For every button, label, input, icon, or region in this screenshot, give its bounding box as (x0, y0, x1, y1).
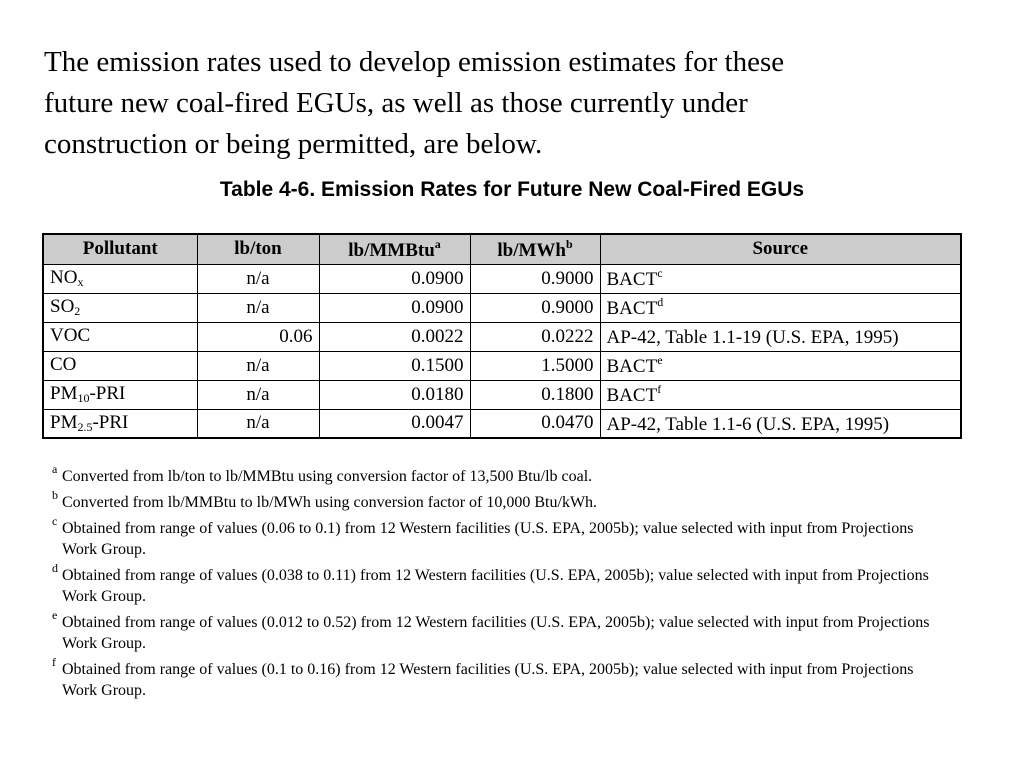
intro-paragraph (44, 42, 964, 165)
cell-pollutant: CO (43, 351, 197, 380)
table-row (43, 264, 961, 293)
footnote-marker: b (565, 236, 573, 251)
cell-pollutant: $PM_{10}$-PRI (43, 380, 197, 409)
footnote-marker: f (52, 655, 56, 669)
emission-rates-table (42, 233, 962, 439)
cell-source: BACT$^d$ (600, 293, 961, 322)
cell-lb-ton: n/a (197, 380, 319, 409)
cell-lb-mwh: 0.0470 (470, 409, 600, 438)
intro-line-1: The emission rates used to develop emission estimates for these (44, 46, 785, 78)
cell-pollutant: VOC (43, 322, 197, 351)
cell-pollutant: $NO_x$ (43, 264, 197, 293)
footnote-e (52, 608, 952, 654)
cell-lb-mmbtu: 0.0047 (319, 409, 470, 438)
cell-lb-ton: 0.06 (197, 322, 319, 351)
table-row (43, 322, 961, 351)
footnote-text: Converted from lb/MMBtu to lb/MWh using conversion factor of 10,000 Btu/kWh. (62, 494, 598, 511)
footnote-d (52, 561, 952, 607)
header-lb-mwh: lb/MWh$^b$ (470, 234, 600, 264)
cell-lb-mwh: 0.1800 (470, 380, 600, 409)
cell-lb-mwh: 1.5000 (470, 351, 600, 380)
footnote-marker: a (52, 462, 58, 476)
footnote-text: Obtained from range of values (0.06 to 0.1) from 12 Western facilities (U.S. EPA, 2005b); value selected with input from Projections Work Group. (62, 520, 914, 558)
footnote-text: Obtained from range of values (0.038 to 0.11) from 12 Western facilities (U.S. EPA, 2005b); value selected with input from Projections Work Group. (62, 567, 929, 605)
footnote-b (52, 488, 952, 513)
table-title: Table 4-6. Emission Rates for Future New Coal-Fired EGUs (219, 178, 805, 201)
table-row (43, 351, 961, 380)
cell-lb-mmbtu: 0.1500 (319, 351, 470, 380)
table-row (43, 409, 961, 438)
footnote-f (52, 655, 952, 701)
cell-source: BACT$^e$ (600, 351, 961, 380)
cell-lb-ton: n/a (197, 293, 319, 322)
intro-line-3: construction or being permitted, are below. (44, 128, 543, 160)
footnote-marker: e (52, 608, 58, 622)
footnote-c (52, 514, 952, 560)
header-source: Source (600, 234, 961, 264)
footnote-a (52, 462, 952, 487)
footnotes (52, 462, 952, 706)
table-row (43, 380, 961, 409)
header-lb-mmbtu: lb/MMBtu$^a$ (319, 234, 470, 264)
header-lb-ton: lb/ton (197, 234, 319, 264)
footnote-text: Obtained from range of values (0.012 to 0.52) from 12 Western facilities (U.S. EPA, 2005b); value selected with input from Projections Work Group. (62, 614, 930, 652)
footnote-marker: a (434, 236, 441, 251)
cell-lb-ton: n/a (197, 409, 319, 438)
intro-line-2: future new coal-fired EGUs, as well as those currently under (44, 87, 748, 119)
cell-pollutant: $PM_{2.5}$-PRI (43, 409, 197, 438)
cell-lb-mmbtu: 0.0180 (319, 380, 470, 409)
cell-source: AP-42, Table 1.1-6 (U.S. EPA, 1995) (600, 409, 961, 438)
footnote-marker: d (52, 561, 58, 575)
cell-lb-mmbtu: 0.0900 (319, 264, 470, 293)
footnote-marker: c (52, 514, 58, 528)
cell-lb-mmbtu: 0.0900 (319, 293, 470, 322)
footnote-text: Converted from lb/ton to lb/MMBtu using conversion factor of 13,500 Btu/lb coal. (62, 468, 593, 485)
cell-lb-mwh: 0.9000 (470, 293, 600, 322)
cell-source: BACT$^f$ (600, 380, 961, 409)
cell-source: AP-42, Table 1.1-19 (U.S. EPA, 1995) (600, 322, 961, 351)
footnote-text: Obtained from range of values (0.1 to 0.16) from 12 Western facilities (U.S. EPA, 2005b); value selected with input from Projections Work Group. (62, 661, 914, 699)
header-pollutant: Pollutant (43, 234, 197, 264)
cell-lb-mwh: 0.9000 (470, 264, 600, 293)
cell-lb-mmbtu: 0.0022 (319, 322, 470, 351)
footnote-marker: b (52, 488, 58, 502)
cell-lb-mwh: 0.0222 (470, 322, 600, 351)
table-header-row (43, 234, 961, 264)
cell-pollutant: $SO_2$ (43, 293, 197, 322)
cell-lb-ton: n/a (197, 264, 319, 293)
cell-lb-ton: n/a (197, 351, 319, 380)
cell-source: BACT$^c$ (600, 264, 961, 293)
table-row (43, 293, 961, 322)
